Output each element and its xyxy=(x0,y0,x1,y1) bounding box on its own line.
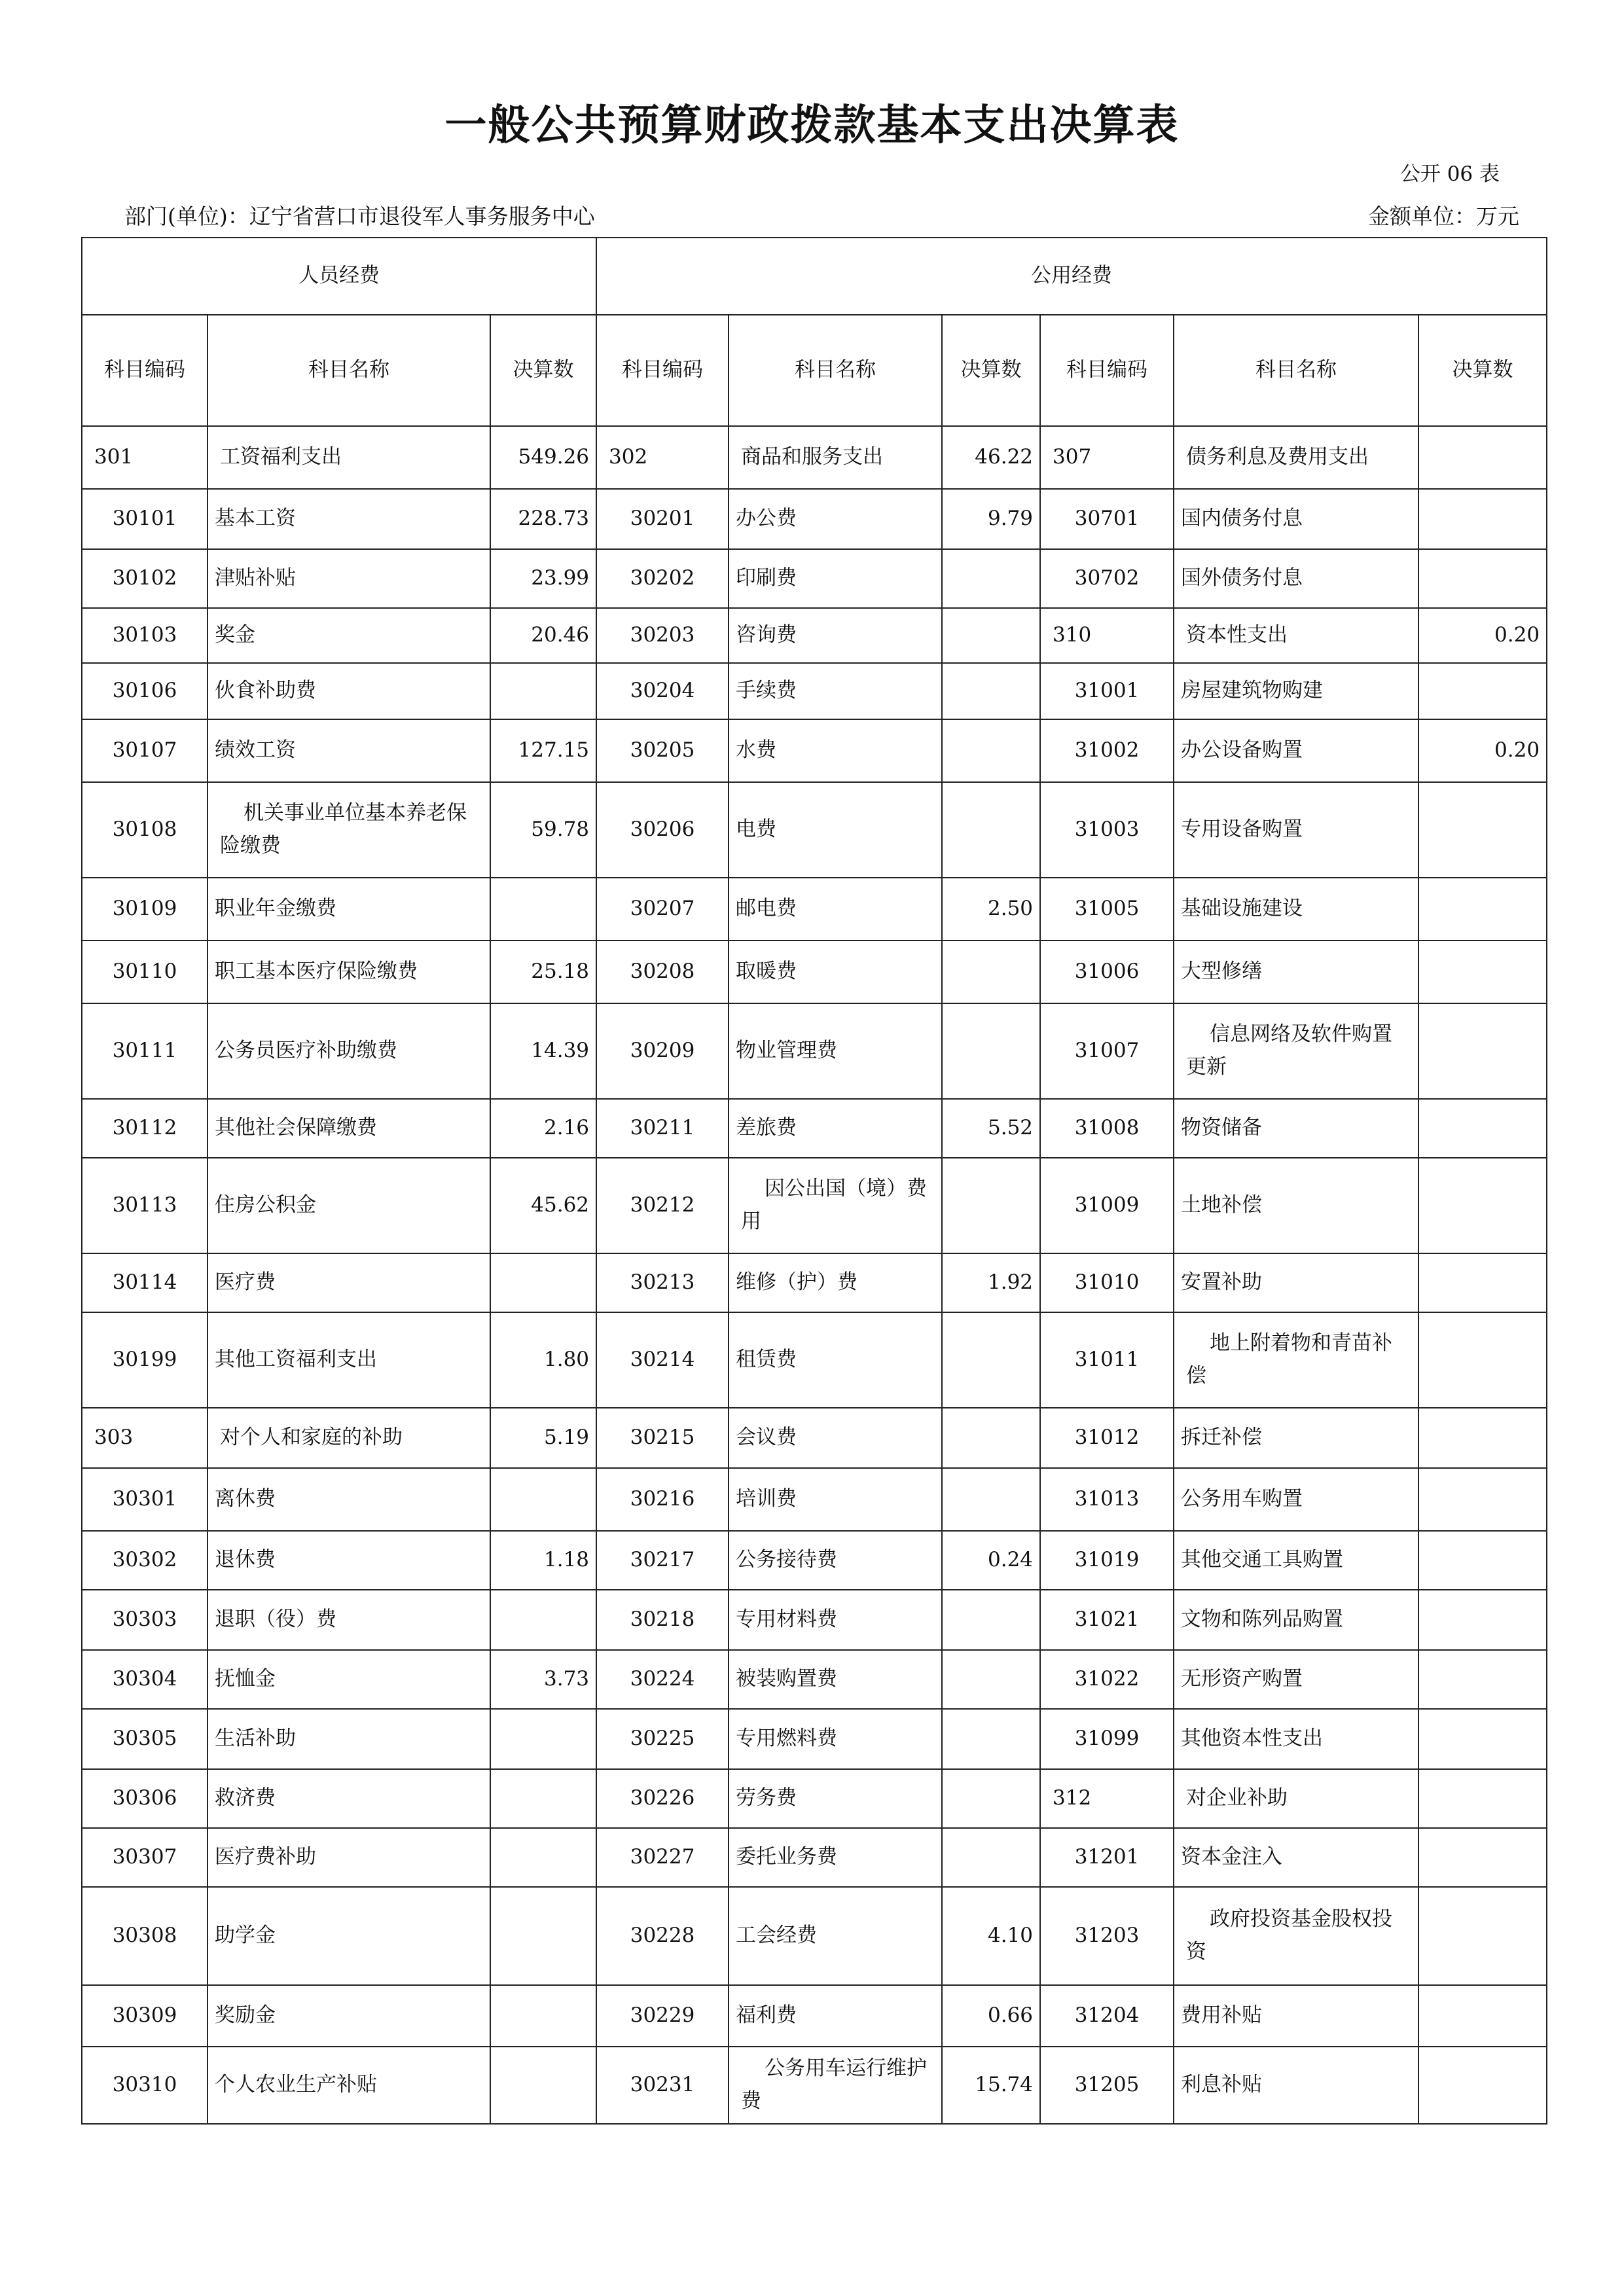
subject-code-cell: 30203 xyxy=(596,608,729,663)
subject-code-cell: 30229 xyxy=(596,1985,729,2047)
table-row xyxy=(82,1769,1547,1828)
subject-code-cell: 30212 xyxy=(596,1158,729,1253)
subject-name-cell: 商品和服务支出 xyxy=(729,426,942,489)
amount-cell xyxy=(942,1828,1040,1887)
amount-cell xyxy=(1418,878,1547,941)
subject-code-cell: 30113 xyxy=(82,1158,208,1253)
subject-code-cell: 31001 xyxy=(1040,663,1174,719)
subject-name-cell: 退休费 xyxy=(208,1531,490,1590)
subject-name-cell: 专用材料费 xyxy=(729,1590,942,1650)
column-header-code: 科目编码 xyxy=(1040,315,1174,426)
subject-code-cell: 30101 xyxy=(82,489,208,549)
subject-name-cell: 房屋建筑物购建 xyxy=(1174,663,1418,719)
subject-name-cell: 培训费 xyxy=(729,1468,942,1531)
amount-cell xyxy=(942,1590,1040,1650)
amount-cell xyxy=(490,2047,596,2124)
subject-name-cell: 差旅费 xyxy=(729,1099,942,1158)
table-row xyxy=(82,2047,1547,2124)
subject-name-cell: 电费 xyxy=(729,782,942,878)
subject-name-cell: 地上附着物和青苗补偿 xyxy=(1174,1312,1418,1408)
subject-code-cell: 310 xyxy=(1040,608,1174,663)
amount-cell: 15.74 xyxy=(942,2047,1040,2124)
amount-cell xyxy=(490,1253,596,1312)
amount-cell: 2.16 xyxy=(490,1099,596,1158)
subject-code-cell: 312 xyxy=(1040,1769,1174,1828)
subject-name-cell: 职工基本医疗保险缴费 xyxy=(208,941,490,1003)
subject-name-cell: 基本工资 xyxy=(208,489,490,549)
amount-cell xyxy=(1418,1531,1547,1590)
subject-code-cell: 30231 xyxy=(596,2047,729,2124)
amount-cell xyxy=(1418,1887,1547,1985)
subject-code-cell: 31009 xyxy=(1040,1158,1174,1253)
amount-cell xyxy=(942,719,1040,782)
subject-code-cell: 30209 xyxy=(596,1003,729,1099)
table-row xyxy=(82,941,1547,1003)
subject-code-cell: 30112 xyxy=(82,1099,208,1158)
subject-name-cell: 因公出国（境）费用 xyxy=(729,1158,942,1253)
subject-code-cell: 31003 xyxy=(1040,782,1174,878)
table-row xyxy=(82,1099,1547,1158)
amount-cell xyxy=(1418,1408,1547,1468)
subject-code-cell: 30208 xyxy=(596,941,729,1003)
table-row xyxy=(82,1590,1547,1650)
amount-cell xyxy=(942,1003,1040,1099)
subject-name-cell: 印刷费 xyxy=(729,549,942,608)
subject-name-cell: 对企业补助 xyxy=(1174,1769,1418,1828)
table-row xyxy=(82,1408,1547,1468)
amount-cell: 4.10 xyxy=(942,1887,1040,1985)
subject-name-cell: 租赁费 xyxy=(729,1312,942,1408)
subject-code-cell: 30213 xyxy=(596,1253,729,1312)
table-row xyxy=(82,489,1547,549)
table-row xyxy=(82,1158,1547,1253)
amount-cell: 549.26 xyxy=(490,426,596,489)
subject-name-cell: 助学金 xyxy=(208,1887,490,1985)
subject-code-cell: 31204 xyxy=(1040,1985,1174,2047)
amount-cell xyxy=(1418,941,1547,1003)
subject-name-cell: 会议费 xyxy=(729,1408,942,1468)
subject-code-cell: 30224 xyxy=(596,1650,729,1709)
amount-cell xyxy=(1418,426,1547,489)
subject-code-cell: 30304 xyxy=(82,1650,208,1709)
subject-name-cell: 拆迁补偿 xyxy=(1174,1408,1418,1468)
group-header-public: 公用经费 xyxy=(596,238,1547,315)
amount-cell: 1.80 xyxy=(490,1312,596,1408)
subject-name-cell: 物业管理费 xyxy=(729,1003,942,1099)
subject-name-cell: 救济费 xyxy=(208,1769,490,1828)
subject-code-cell: 31012 xyxy=(1040,1408,1174,1468)
amount-cell: 1.18 xyxy=(490,1531,596,1590)
amount-cell: 45.62 xyxy=(490,1158,596,1253)
subject-name-cell: 伙食补助费 xyxy=(208,663,490,719)
subject-code-cell: 30702 xyxy=(1040,549,1174,608)
amount-cell xyxy=(1418,549,1547,608)
subject-name-cell: 维修（护）费 xyxy=(729,1253,942,1312)
subject-name-cell: 公务接待费 xyxy=(729,1531,942,1590)
subject-code-cell: 30106 xyxy=(82,663,208,719)
subject-name-cell: 抚恤金 xyxy=(208,1650,490,1709)
table-row xyxy=(82,719,1547,782)
amount-cell xyxy=(490,1828,596,1887)
subject-name-cell: 医疗费 xyxy=(208,1253,490,1312)
subject-name-cell: 办公费 xyxy=(729,489,942,549)
amount-cell xyxy=(490,1709,596,1769)
amount-cell: 23.99 xyxy=(490,549,596,608)
table-row xyxy=(82,782,1547,878)
subject-code-cell: 30305 xyxy=(82,1709,208,1769)
subject-name-cell: 其他资本性支出 xyxy=(1174,1709,1418,1769)
subject-name-cell: 职业年金缴费 xyxy=(208,878,490,941)
subject-name-cell: 费用补贴 xyxy=(1174,1985,1418,2047)
subject-name-cell: 取暖费 xyxy=(729,941,942,1003)
table-row xyxy=(82,1985,1547,2047)
amount-cell xyxy=(1418,1468,1547,1531)
table-row xyxy=(82,549,1547,608)
amount-cell xyxy=(942,941,1040,1003)
amount-cell: 5.52 xyxy=(942,1099,1040,1158)
subject-code-cell: 302 xyxy=(596,426,729,489)
subject-code-cell: 30227 xyxy=(596,1828,729,1887)
column-header-amount: 决算数 xyxy=(1418,315,1547,426)
subject-name-cell: 被装购置费 xyxy=(729,1650,942,1709)
subject-code-cell: 301 xyxy=(82,426,208,489)
subject-code-cell: 30201 xyxy=(596,489,729,549)
form-code: 公开 06 表 xyxy=(1399,162,1500,186)
subject-code-cell: 30306 xyxy=(82,1769,208,1828)
subject-name-cell: 奖金 xyxy=(208,608,490,663)
table-row xyxy=(82,1312,1547,1408)
subject-code-cell: 30216 xyxy=(596,1468,729,1531)
subject-name-cell: 利息补贴 xyxy=(1174,2047,1418,2124)
amount-cell xyxy=(1418,1769,1547,1828)
subject-code-cell: 30107 xyxy=(82,719,208,782)
amount-cell xyxy=(1418,1003,1547,1099)
amount-cell: 59.78 xyxy=(490,782,596,878)
column-header-name: 科目名称 xyxy=(208,315,490,426)
subject-code-cell: 30108 xyxy=(82,782,208,878)
subject-code-cell: 31019 xyxy=(1040,1531,1174,1590)
department-label: 部门(单位)：辽宁省营口市退役军人事务服务中心 xyxy=(124,204,595,229)
amount-cell: 0.66 xyxy=(942,1985,1040,2047)
subject-code-cell: 31099 xyxy=(1040,1709,1174,1769)
subject-name-cell: 生活补助 xyxy=(208,1709,490,1769)
subject-name-cell: 基础设施建设 xyxy=(1174,878,1418,941)
table-row xyxy=(82,1709,1547,1769)
amount-cell: 2.50 xyxy=(942,878,1040,941)
amount-cell: 14.39 xyxy=(490,1003,596,1099)
amount-cell xyxy=(942,1312,1040,1408)
amount-cell xyxy=(490,1769,596,1828)
amount-cell xyxy=(490,1468,596,1531)
subject-code-cell: 31007 xyxy=(1040,1003,1174,1099)
subject-code-cell: 30202 xyxy=(596,549,729,608)
amount-cell xyxy=(1418,663,1547,719)
subject-code-cell: 30228 xyxy=(596,1887,729,1985)
subject-code-cell: 30310 xyxy=(82,2047,208,2124)
table-row xyxy=(82,1650,1547,1709)
subject-name-cell: 资本金注入 xyxy=(1174,1828,1418,1887)
subject-code-cell: 30211 xyxy=(596,1099,729,1158)
amount-cell: 127.15 xyxy=(490,719,596,782)
subject-name-cell: 离休费 xyxy=(208,1468,490,1531)
amount-cell xyxy=(490,878,596,941)
subject-code-cell: 31201 xyxy=(1040,1828,1174,1887)
amount-cell xyxy=(1418,1253,1547,1312)
subject-name-cell: 邮电费 xyxy=(729,878,942,941)
subject-name-cell: 无形资产购置 xyxy=(1174,1650,1418,1709)
amount-cell xyxy=(942,1709,1040,1769)
amount-cell xyxy=(1418,1709,1547,1769)
subject-code-cell: 30309 xyxy=(82,1985,208,2047)
subject-name-cell: 国内债务付息 xyxy=(1174,489,1418,549)
expenditure-table xyxy=(81,237,1547,2125)
subject-name-cell: 物资储备 xyxy=(1174,1099,1418,1158)
subject-name-cell: 国外债务付息 xyxy=(1174,549,1418,608)
subject-name-cell: 土地补偿 xyxy=(1174,1158,1418,1253)
amount-cell: 0.24 xyxy=(942,1531,1040,1590)
amount-cell xyxy=(1418,1650,1547,1709)
subject-name-cell: 工会经费 xyxy=(729,1887,942,1985)
subject-code-cell: 30218 xyxy=(596,1590,729,1650)
amount-cell: 0.20 xyxy=(1418,719,1547,782)
table-row xyxy=(82,1531,1547,1590)
amount-cell xyxy=(490,1985,596,2047)
subject-code-cell: 31006 xyxy=(1040,941,1174,1003)
table-row xyxy=(82,1468,1547,1531)
amount-cell: 0.20 xyxy=(1418,608,1547,663)
amount-cell xyxy=(490,1887,596,1985)
amount-unit-label: 金额单位：万元 xyxy=(1368,204,1519,229)
column-header-code: 科目编码 xyxy=(596,315,729,426)
amount-cell: 228.73 xyxy=(490,489,596,549)
subject-name-cell: 绩效工资 xyxy=(208,719,490,782)
subject-name-cell: 咨询费 xyxy=(729,608,942,663)
subject-name-cell: 办公设备购置 xyxy=(1174,719,1418,782)
table-row xyxy=(82,1253,1547,1312)
subject-name-cell: 专用燃料费 xyxy=(729,1709,942,1769)
amount-cell xyxy=(1418,489,1547,549)
subject-code-cell: 31013 xyxy=(1040,1468,1174,1531)
amount-cell xyxy=(942,549,1040,608)
table-row xyxy=(82,878,1547,941)
subject-name-cell: 机关事业单位基本养老保险缴费 xyxy=(208,782,490,878)
subject-name-cell: 其他社会保障缴费 xyxy=(208,1099,490,1158)
subject-name-cell: 资本性支出 xyxy=(1174,608,1418,663)
subject-name-cell: 大型修缮 xyxy=(1174,941,1418,1003)
amount-cell xyxy=(1418,2047,1547,2124)
table-row xyxy=(82,1887,1547,1985)
subject-code-cell: 30206 xyxy=(596,782,729,878)
subject-name-cell: 委托业务费 xyxy=(729,1828,942,1887)
amount-cell xyxy=(942,663,1040,719)
amount-cell xyxy=(942,1158,1040,1253)
column-header-name: 科目名称 xyxy=(1174,315,1418,426)
column-header-name: 科目名称 xyxy=(729,315,942,426)
amount-cell xyxy=(942,782,1040,878)
amount-cell xyxy=(1418,1828,1547,1887)
subject-name-cell: 债务利息及费用支出 xyxy=(1174,426,1418,489)
subject-name-cell: 专用设备购置 xyxy=(1174,782,1418,878)
subject-name-cell: 其他工资福利支出 xyxy=(208,1312,490,1408)
subject-code-cell: 303 xyxy=(82,1408,208,1468)
subject-code-cell: 30217 xyxy=(596,1531,729,1590)
column-header-amount: 决算数 xyxy=(490,315,596,426)
subject-code-cell: 30204 xyxy=(596,663,729,719)
amount-cell xyxy=(942,608,1040,663)
amount-cell xyxy=(942,1650,1040,1709)
amount-cell xyxy=(942,1408,1040,1468)
subject-code-cell: 30225 xyxy=(596,1709,729,1769)
subject-code-cell: 30303 xyxy=(82,1590,208,1650)
subject-code-cell: 30102 xyxy=(82,549,208,608)
subject-code-cell: 31008 xyxy=(1040,1099,1174,1158)
subject-code-cell: 307 xyxy=(1040,426,1174,489)
page-title: 一般公共预算财政拨款基本支出决算表 xyxy=(444,101,1180,150)
subject-name-cell: 工资福利支出 xyxy=(208,426,490,489)
subject-name-cell: 手续费 xyxy=(729,663,942,719)
subject-name-cell: 福利费 xyxy=(729,1985,942,2047)
subject-code-cell: 30301 xyxy=(82,1468,208,1531)
subject-name-cell: 退职（役）费 xyxy=(208,1590,490,1650)
table-row xyxy=(82,1003,1547,1099)
table-row xyxy=(82,663,1547,719)
table-row xyxy=(82,426,1547,489)
amount-cell xyxy=(1418,1099,1547,1158)
subject-name-cell: 安置补助 xyxy=(1174,1253,1418,1312)
subject-code-cell: 31011 xyxy=(1040,1312,1174,1408)
group-header-personnel: 人员经费 xyxy=(82,238,596,315)
subject-code-cell: 30199 xyxy=(82,1312,208,1408)
subject-code-cell: 30701 xyxy=(1040,489,1174,549)
subject-code-cell: 31010 xyxy=(1040,1253,1174,1312)
subject-code-cell: 30114 xyxy=(82,1253,208,1312)
subject-code-cell: 30111 xyxy=(82,1003,208,1099)
amount-cell: 9.79 xyxy=(942,489,1040,549)
subject-code-cell: 30226 xyxy=(596,1769,729,1828)
table-body xyxy=(82,426,1547,2124)
subject-name-cell: 政府投资基金股权投资 xyxy=(1174,1887,1418,1985)
subject-code-cell: 30110 xyxy=(82,941,208,1003)
subject-name-cell: 水费 xyxy=(729,719,942,782)
column-header-amount: 决算数 xyxy=(942,315,1040,426)
amount-cell: 1.92 xyxy=(942,1253,1040,1312)
amount-cell: 46.22 xyxy=(942,426,1040,489)
amount-cell xyxy=(942,1468,1040,1531)
subject-name-cell: 奖励金 xyxy=(208,1985,490,2047)
subject-name-cell: 信息网络及软件购置更新 xyxy=(1174,1003,1418,1099)
subject-name-cell: 医疗费补助 xyxy=(208,1828,490,1887)
subject-name-cell: 住房公积金 xyxy=(208,1158,490,1253)
subject-code-cell: 30214 xyxy=(596,1312,729,1408)
amount-cell xyxy=(490,1590,596,1650)
subject-name-cell: 公务用车购置 xyxy=(1174,1468,1418,1531)
subject-name-cell: 个人农业生产补贴 xyxy=(208,2047,490,2124)
subject-name-cell: 津贴补贴 xyxy=(208,549,490,608)
subject-name-cell: 公务员医疗补助缴费 xyxy=(208,1003,490,1099)
subject-name-cell: 公务用车运行维护费 xyxy=(729,2047,942,2124)
amount-cell: 20.46 xyxy=(490,608,596,663)
subject-code-cell: 31002 xyxy=(1040,719,1174,782)
subject-code-cell: 30207 xyxy=(596,878,729,941)
table-row xyxy=(82,608,1547,663)
subject-code-cell: 31022 xyxy=(1040,1650,1174,1709)
amount-cell xyxy=(942,1769,1040,1828)
amount-cell xyxy=(1418,1985,1547,2047)
subject-code-cell: 31021 xyxy=(1040,1590,1174,1650)
amount-cell xyxy=(1418,782,1547,878)
amount-cell: 5.19 xyxy=(490,1408,596,1468)
subject-code-cell: 30109 xyxy=(82,878,208,941)
subject-name-cell: 对个人和家庭的补助 xyxy=(208,1408,490,1468)
table-row xyxy=(82,1828,1547,1887)
subject-code-cell: 31203 xyxy=(1040,1887,1174,1985)
subject-name-cell: 文物和陈列品购置 xyxy=(1174,1590,1418,1650)
amount-cell xyxy=(490,663,596,719)
subject-code-cell: 31005 xyxy=(1040,878,1174,941)
amount-cell xyxy=(1418,1158,1547,1253)
amount-cell: 25.18 xyxy=(490,941,596,1003)
subject-code-cell: 30307 xyxy=(82,1828,208,1887)
amount-cell xyxy=(1418,1590,1547,1650)
subject-name-cell: 其他交通工具购置 xyxy=(1174,1531,1418,1590)
subject-code-cell: 30205 xyxy=(596,719,729,782)
subject-code-cell: 30103 xyxy=(82,608,208,663)
subject-code-cell: 31205 xyxy=(1040,2047,1174,2124)
column-header-code: 科目编码 xyxy=(82,315,208,426)
subject-name-cell: 劳务费 xyxy=(729,1769,942,1828)
amount-cell xyxy=(1418,1312,1547,1408)
amount-cell: 3.73 xyxy=(490,1650,596,1709)
subject-code-cell: 30302 xyxy=(82,1531,208,1590)
subject-code-cell: 30215 xyxy=(596,1408,729,1468)
subject-code-cell: 30308 xyxy=(82,1887,208,1985)
